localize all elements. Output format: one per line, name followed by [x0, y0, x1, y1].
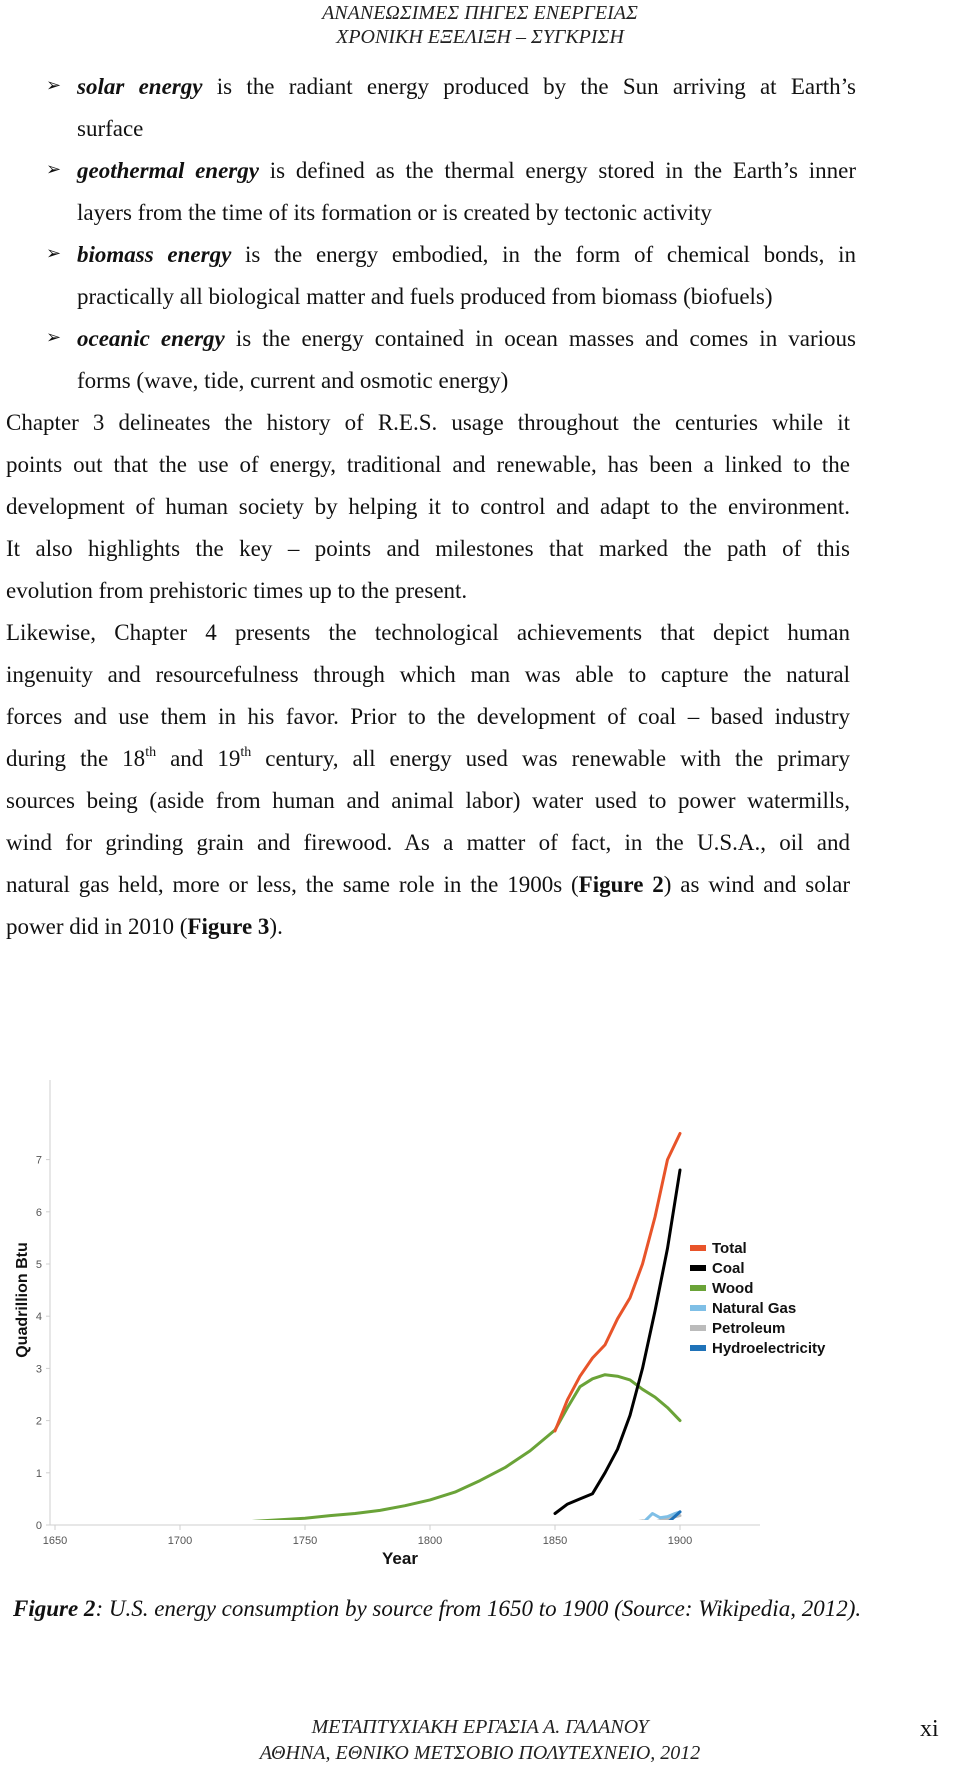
x-tick-label: 1850 — [542, 1535, 568, 1547]
legend-label: Petroleum — [712, 1320, 786, 1337]
y-tick-label: 1 — [35, 1467, 42, 1480]
bullet-arrow-icon: ➢ — [46, 159, 62, 179]
legend-swatch — [690, 1245, 706, 1251]
paragraph-line: sources being (aside from human and animal labor) water used to power watermills, — [6, 788, 850, 813]
header-line-1: ΑΝΑΝΕΩΣΙΜΕΣ ΠΗΓΕΣ ΕΝΕΡΓΕΙΑΣ — [322, 2, 638, 24]
paragraph-line: power did in 2010 (Figure 3). — [6, 914, 283, 939]
figure-reference: Figure 3 — [187, 914, 270, 939]
x-tick-label: 1650 — [42, 1535, 68, 1547]
legend-swatch — [690, 1345, 706, 1351]
y-tick-label: 4 — [35, 1311, 42, 1324]
footer-line-2: ΑΘΗΝΑ, ΕΘΝΙΚΟ ΜΕΤΣΟΒΙΟ ΠΟΛΥΤΕΧΝΕΙΟ, 2012 — [259, 1742, 701, 1764]
bullet-item-continuation: layers from the time of its formation or is created by tectonic activity — [77, 200, 712, 225]
legend-label: Coal — [712, 1260, 745, 1277]
y-tick-label: 7 — [35, 1154, 42, 1167]
bullet-item: geothermal energy is defined as the thermal energy stored in the Earth’s inner — [77, 158, 856, 183]
bullet-item-continuation: forms (wave, tide, current and osmotic energy) — [77, 368, 509, 393]
header-line-2: ΧΡΟΝΙΚΗ ΕΞΕΛΙΞΗ – ΣΥΓΚΡΙΣΗ — [336, 26, 624, 48]
paragraph-line: wind for grinding grain and firewood. As a matter of fact, in the U.S.A., oil and — [6, 830, 850, 855]
x-axis-label: Year — [382, 1549, 418, 1568]
bullet-term: oceanic energy — [77, 326, 225, 351]
legend-label: Natural Gas — [712, 1300, 797, 1317]
bullet-arrow-icon: ➢ — [46, 327, 62, 347]
paragraph-line: forces and use them in his favor. Prior to the development of coal – based industry — [6, 704, 850, 729]
bullet-item: solar energy is the radiant energy produced by the Sun arriving at Earth’s — [77, 74, 856, 99]
series-line-wood — [55, 1375, 680, 1525]
y-tick-label: 3 — [35, 1363, 42, 1376]
paragraph-line: Chapter 3 delineates the history of R.E.S. usage throughout the centuries while it — [6, 410, 850, 435]
x-tick-label: 1800 — [417, 1535, 443, 1547]
paragraph-line: points out that the use of energy, traditional and renewable, has been a linked to the — [6, 452, 850, 477]
legend-label: Hydroelectricity — [712, 1340, 826, 1357]
footer-line-1: ΜΕΤΑΠΤΥΧΙΑΚΗ ΕΡΓΑΣΙΑ Α. ΓΑΛΑΝΟΥ — [311, 1716, 649, 1738]
superscript: th — [145, 745, 157, 760]
bullet-arrow-icon: ➢ — [46, 243, 62, 263]
page-number: xi — [920, 1716, 939, 1742]
figure-caption — [13, 1594, 953, 1624]
superscript: th — [240, 745, 252, 760]
bullet-term: solar energy — [77, 74, 203, 99]
paragraph-line: during the 18th and 19th century, all energy used was renewable with the primary — [6, 745, 850, 771]
bullet-arrow-icon: ➢ — [46, 75, 62, 95]
bullet-term: geothermal energy — [77, 158, 259, 183]
y-tick-label: 5 — [35, 1259, 42, 1271]
x-tick-label: 1900 — [667, 1535, 693, 1547]
bullet-item: biomass energy is the energy embodied, in the form of chemical bonds, in — [77, 242, 856, 267]
energy-consumption-chart — [0, 1070, 960, 1590]
x-tick-label: 1700 — [167, 1535, 193, 1547]
bullet-item: oceanic energy is the energy contained in ocean masses and comes in various — [77, 326, 856, 351]
y-tick-label: 0 — [35, 1520, 42, 1532]
y-axis-label: Quadrillion Btu — [14, 1242, 31, 1358]
y-tick-label: 2 — [35, 1415, 42, 1428]
chart-svg — [0, 1070, 960, 1590]
bullet-item-continuation: surface — [77, 116, 144, 141]
series-line-coal — [555, 1170, 680, 1514]
legend-label: Wood — [712, 1280, 754, 1297]
paragraph-line: It also highlights the key – points and milestones that marked the path of this — [6, 536, 850, 561]
legend-swatch — [690, 1285, 706, 1291]
x-tick-label: 1750 — [292, 1535, 318, 1547]
bullet-item-continuation: practically all biological matter and fuels produced from biomass (biofuels) — [77, 284, 773, 309]
figure-label: Figure 2 — [13, 1596, 96, 1621]
figure-reference: Figure 2 — [578, 872, 664, 897]
paragraph-line: evolution from prehistoric times up to the present. — [6, 578, 468, 603]
bullet-term: biomass energy — [77, 242, 232, 267]
paragraph-line: Likewise, Chapter 4 presents the technological achievements that depict human — [6, 620, 850, 645]
legend-swatch — [690, 1325, 706, 1331]
caption-text: : U.S. energy consumption by source from 1650 to 1900 (Source: Wikipedia, 2012). — [95, 1596, 862, 1621]
legend-swatch — [690, 1265, 706, 1271]
legend-label: Total — [712, 1240, 747, 1257]
paragraph-line: ingenuity and resourcefulness through which man was able to capture the natural — [6, 662, 850, 687]
y-tick-label: 6 — [35, 1206, 42, 1219]
legend-swatch — [690, 1305, 706, 1311]
paragraph-line: natural gas held, more or less, the same role in the 1900s (Figure 2) as wind and solar — [6, 872, 850, 897]
paragraph-line: development of human society by helping it to control and adapt to the environment. — [6, 494, 850, 519]
